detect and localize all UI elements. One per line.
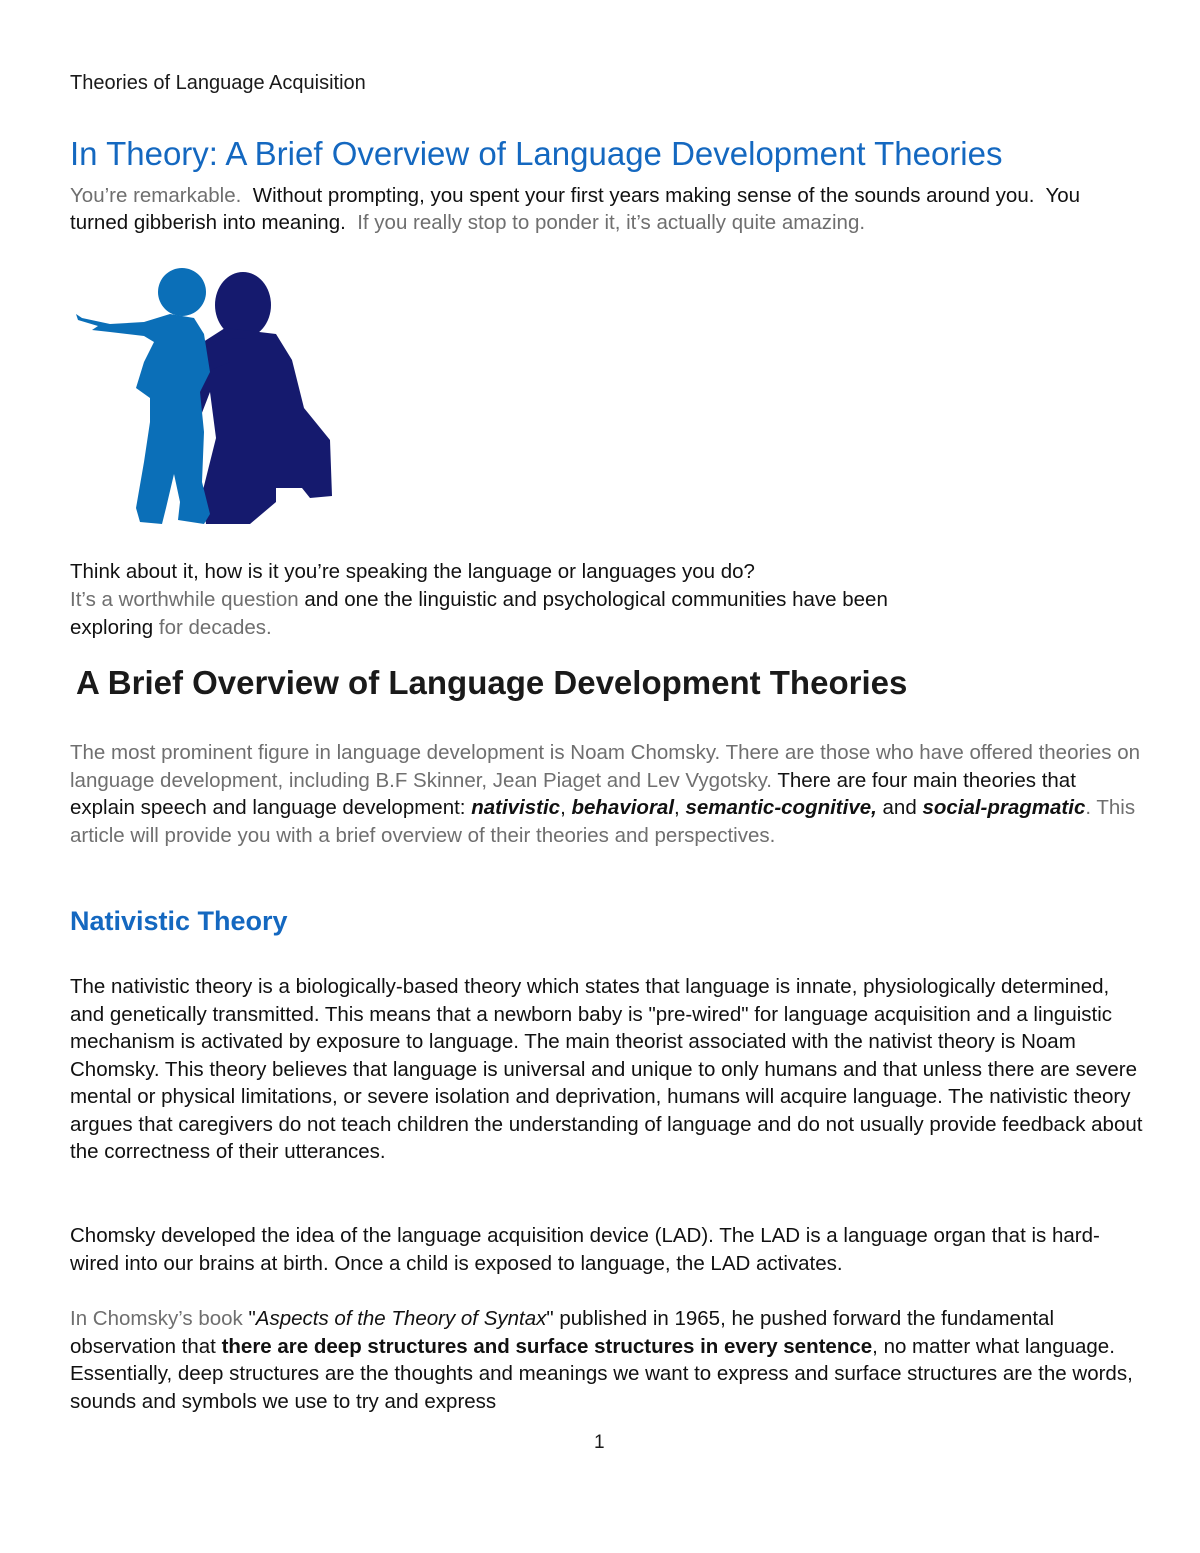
theory-term-nativistic: nativistic xyxy=(471,796,561,819)
intro-sentence-3: You turned gibberish into meaning. xyxy=(70,184,1081,234)
answer-part-3a: exploring xyxy=(70,616,154,639)
theory-term-social-pragmatic: social-pragmatic xyxy=(922,796,1086,819)
answer-part-1: It’s a worthwhile question xyxy=(70,588,299,611)
child-silhouette xyxy=(76,268,210,524)
book-title: Aspects of the Theory of Syntax xyxy=(255,1307,547,1330)
question-paragraph xyxy=(70,558,1140,642)
question-line: Think about it, how is it you’re speaking the language or languages you do? xyxy=(70,560,755,583)
subsection-title: Nativistic Theory xyxy=(70,906,288,936)
nativistic-paragraph-1: The nativistic theory is a biologically-based theory which states that language is innate, physiologically determined, and genetically transmitted. This means that a newborn baby is "pre-wired" for language acquisition and a linguistic mechanism is activated by exposure to language. The main theorist associated with the nativist theory is Noam Chomsky. This theory believes that language is universal and unique to only humans and that unless there are severe mental or physical limitations, or severe isolation and deprivation, humans will acquire language. The nativistic theory argues that caregivers do not teach children the understanding of language and do not usually provide feedback about the correctness of their utterances. xyxy=(70,975,1143,1163)
intro-paragraph xyxy=(70,182,1140,236)
intro-sentence-1: You’re remarkable. xyxy=(70,184,242,207)
theory-term-semantic-cognitive: semantic-cognitive, xyxy=(685,796,877,819)
para3-mid: published in 1965, he pushed forward the fundamental observation that xyxy=(70,1307,1054,1358)
section-title: A Brief Overview of Language Development Theories xyxy=(76,664,908,701)
para3-intro: In Chomsky’s book xyxy=(70,1307,243,1330)
theory-term-behavioral: behavioral xyxy=(571,796,675,819)
answer-part-2: and one the linguistic and psychological communities have been xyxy=(304,588,888,611)
para3-end: , no matter what language. Essentially, deep structures are the thoughts and meanings we want to express and surface structures are the words, sounds and symbols we use to try and express xyxy=(70,1334,1133,1413)
overview-paragraph: The most prominent figure in language development is Noam Chomsky. There are those who have offered theories on language development, including B.F Skinner, Jean Piaget and Lev Vygotsky. There are four main theories that explain speech and language development: nativistic, behavioral, semantic-cognitive, and social-pragmatic. This article will provide you with a brief overview of their theories and perspectives. xyxy=(70,741,1141,847)
overview-sentence-2: There are four main theories that explain speech and language development: xyxy=(70,768,1076,819)
answer-part-3b: for decades. xyxy=(158,616,272,639)
overview-sentence-3: . This article will provide you with a brief overview of their theories and perspectives. xyxy=(70,796,1136,847)
para3-emphasis: there are deep structures and surface structures in every sentence xyxy=(221,1334,873,1358)
nativistic-paragraph-3: In Chomsky’s book "Aspects of the Theory of Syntax" published in 1965, he pushed forward the fundamental observation that there are deep structures and surface structures in every sentence, no matter what language. Essentially, deep structures are the thoughts and meanings we want to express and surface structures are the words, sounds and symbols we use to try and express xyxy=(70,1307,1133,1413)
nativistic-paragraph-2: Chomsky developed the idea of the language acquisition device (LAD). The LAD is a language organ that is hard-wired into our brains at birth. Once a child is exposed to language, the LAD activates. xyxy=(70,1224,1100,1275)
overview-sentence-1: The most prominent figure in language development is Noam Chomsky. There are those who have offered theories on language development, including B.F Skinner, Jean Piaget and Lev Vygotsky. xyxy=(70,741,1141,792)
intro-sentence-2: Without prompting, you spent your first years making sense of the sounds around you. xyxy=(252,184,1035,207)
page-title: In Theory: A Brief Overview of Language Development Theories xyxy=(70,135,1003,172)
running-header: Theories of Language Acquisition xyxy=(70,72,366,94)
intro-sentence-4: If you really stop to ponder it, it’s actually quite amazing. xyxy=(357,211,866,234)
page-number: 1 xyxy=(594,1432,605,1453)
adult-child-pointing-silhouette-icon xyxy=(70,262,340,528)
